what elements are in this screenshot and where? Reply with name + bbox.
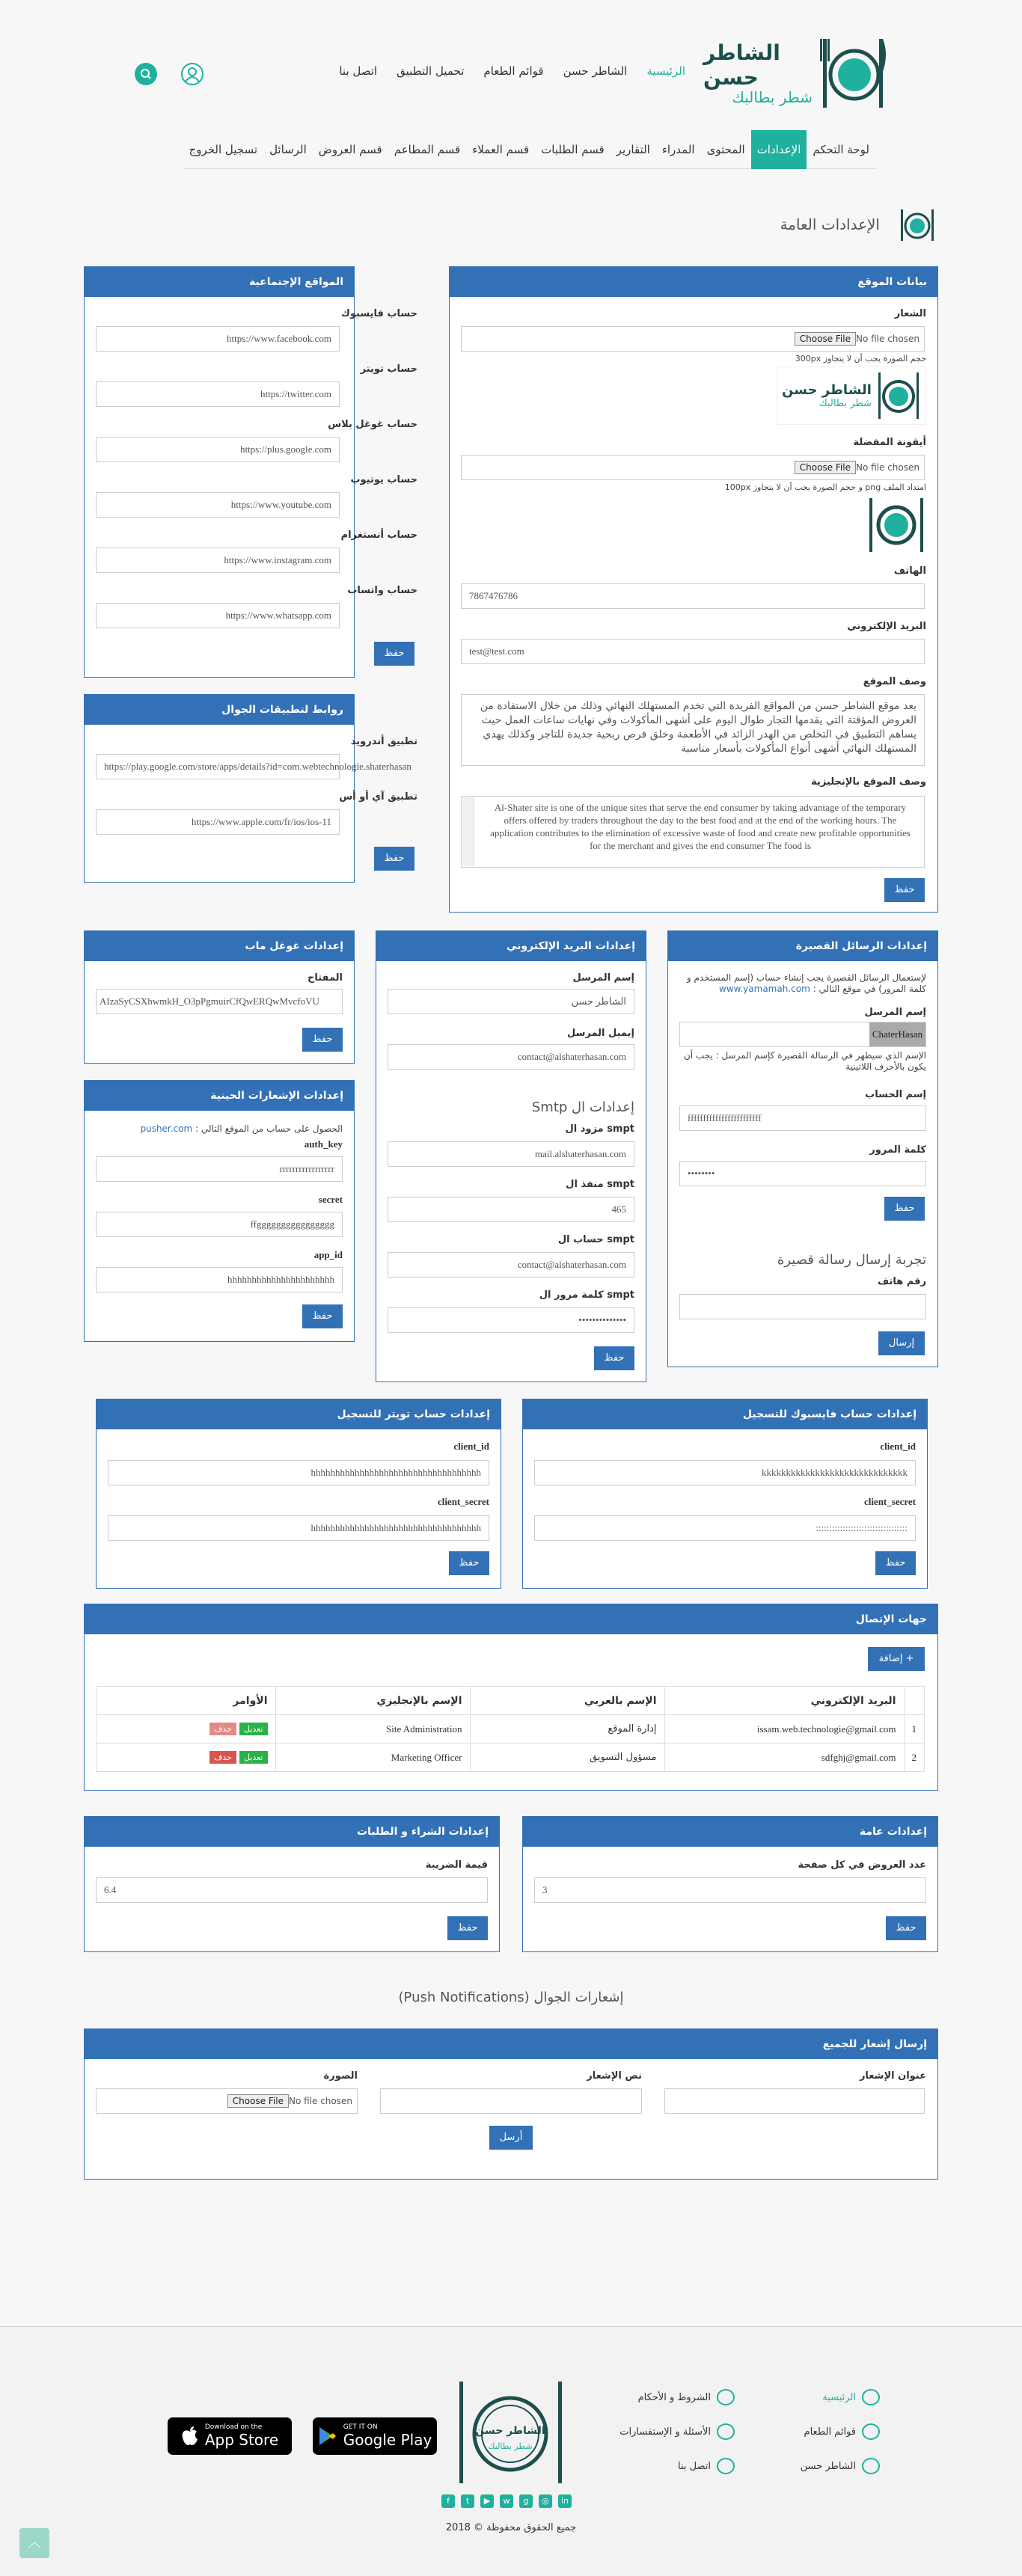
nav-menus[interactable]: قوائم الطعام	[483, 64, 544, 78]
panel-title: إعدادات البريد الإلكتروني	[376, 931, 646, 961]
plate-logo-icon	[818, 36, 890, 111]
description-en-textarea[interactable]: Al-Shater site is one of the unique sites that serve the end consumer by taking advantage of the temporary offers offered by traders throughout the day to the best food and at the end of the working hours. The application contributes to the elimination of excessive waste of food and create new profitable opportunities for the merchant and gives the end consumer The food is	[461, 796, 925, 868]
pusher-secret-input[interactable]: ffgggggggggggggggg	[96, 1212, 343, 1237]
textarea-scrollbar[interactable]	[462, 797, 474, 866]
youtube-label: حساب يوتيوب	[350, 474, 417, 485]
save-apps-button[interactable]: حفظ	[374, 847, 414, 871]
facebook-input[interactable]: https://www.facebook.com	[96, 326, 340, 352]
instagram-icon[interactable]: ◎	[539, 2494, 552, 2508]
edit-button[interactable]: تعديل	[239, 1723, 268, 1735]
pusher-appid-label: app_id	[313, 1249, 343, 1260]
fb-client-id-input[interactable]: kkkkkkkkkkkkkkkkkkkkkkkkkkkkkk	[534, 1460, 916, 1485]
sms-test-phone-label: رقم هاتف	[878, 1276, 926, 1287]
push-title-input[interactable]	[664, 2088, 925, 2114]
plate-icon	[862, 2389, 880, 2405]
ios-label: تطبيق آي أو أس	[339, 791, 417, 803]
footer-link-label: الأسئلة و الإستفسارات	[619, 2426, 711, 2438]
row-index: 2	[904, 1744, 925, 1772]
push-body-input[interactable]	[380, 2088, 642, 2114]
row-name-en: Marketing Officer	[275, 1744, 470, 1772]
nav-home[interactable]: الرئيسية	[646, 64, 685, 78]
fb-client-id-label: client_id	[880, 1441, 916, 1452]
logo-title: الشاطر حسن	[703, 40, 780, 90]
smtp-password-label: smpt كلمة مرور ال	[539, 1289, 634, 1301]
menu-logout[interactable]: تسجيل الخروج	[189, 142, 258, 156]
description-label: وصف الموقع	[863, 676, 926, 687]
phone-input[interactable]: 7867476786	[461, 583, 925, 609]
googleplus-icon[interactable]: g	[519, 2494, 533, 2508]
footer-link-label: الرئيسية	[822, 2391, 856, 2403]
menu-customers[interactable]: قسم العملاء	[472, 142, 530, 156]
sms-sender-value: ChaterHasan	[869, 1022, 925, 1046]
save-purchase-button[interactable]: حفظ	[447, 1916, 488, 1940]
apple-icon	[181, 2426, 199, 2447]
send-push-button[interactable]: أرسل	[489, 2126, 533, 2150]
favicon-file-input[interactable]	[461, 455, 925, 480]
smtp-host-label: smpt مزود ال	[565, 1123, 634, 1135]
sms-sender-input[interactable]	[679, 1022, 926, 1047]
sms-account-input[interactable]: ffffffffffffffffffffffff	[679, 1105, 926, 1131]
pusher-key-label: auth_key	[304, 1138, 343, 1150]
top-navigation	[339, 64, 685, 78]
google-play-icon	[318, 2426, 337, 2447]
panel-title: بيانات الموقع	[450, 267, 937, 297]
smtp-user-label: smpt حساب ال	[557, 1234, 634, 1245]
sms-provider-link[interactable]: www.yamamah.com	[719, 984, 810, 994]
tw-client-secret-label: client_secret	[437, 1496, 489, 1507]
logo-note: حجم الصورة يجب أن لا يتجاوز 300px	[795, 354, 926, 364]
menu-restaurants[interactable]: قسم المطاعم	[394, 142, 461, 156]
panel-title: إعدادات الرسائل القصيرة	[668, 931, 937, 961]
favicon-label: أيقونة المفضلة	[853, 437, 926, 448]
fb-client-secret-label: client_secret	[863, 1496, 916, 1507]
linkedin-icon[interactable]: in	[558, 2494, 572, 2508]
file-status: No file chosen	[855, 334, 920, 344]
sms-note	[679, 972, 926, 995]
smtp-title: إعدادات ال Smtp	[531, 1100, 634, 1115]
tax-input[interactable]: 6.4	[96, 1877, 488, 1903]
footer-link-label: الشروط و الأحكام	[637, 2391, 711, 2403]
logo-slogan: شطر بطالبك	[732, 88, 813, 106]
google-play-small: GET IT ON	[343, 2423, 378, 2431]
googleplus-input[interactable]: https://plus.google.com	[96, 437, 340, 462]
footer-link-home[interactable]	[822, 2389, 880, 2405]
plate-icon	[717, 2389, 735, 2405]
footer-link-terms[interactable]	[638, 2389, 735, 2405]
save-fb-login-button[interactable]: حفظ	[875, 1551, 916, 1575]
contacts-table	[96, 1686, 925, 1772]
email-input[interactable]: test@test.com	[461, 639, 925, 664]
nav-contact[interactable]: اتصل بنا	[339, 64, 378, 78]
save-email-button[interactable]: حفظ	[594, 1346, 634, 1370]
instagram-label: حساب أنستغرام	[340, 530, 417, 541]
youtube-icon[interactable]: ▶	[480, 2494, 494, 2508]
tw-client-id-label: client_id	[453, 1441, 489, 1452]
whatsapp-label: حساب واتساب	[347, 585, 417, 596]
menu-dashboard[interactable]: لوحة التحكم	[813, 142, 869, 156]
save-pusher-button[interactable]: حفظ	[302, 1304, 343, 1328]
twitter-login-panel	[96, 1399, 501, 1589]
chevron-up-icon: ︿	[28, 2535, 41, 2551]
footer-link-label: الشاطر حسن	[800, 2460, 856, 2472]
twitter-input[interactable]: https://twitter.com	[96, 381, 340, 407]
delete-button[interactable]: حذف	[209, 1751, 236, 1764]
pusher-panel	[84, 1080, 355, 1342]
sms-password-label: كلمة المرور	[869, 1144, 926, 1156]
preview-title: الشاطر حسن	[782, 382, 872, 398]
pusher-secret-label: secret	[318, 1194, 343, 1205]
scroll-top-button[interactable]	[19, 2528, 49, 2558]
google-play-badge[interactable]	[313, 2417, 437, 2455]
menu-orders[interactable]: قسم الطلبات	[541, 142, 605, 156]
col-email: البريد الإلكتروني	[664, 1687, 904, 1715]
panel-title: إعدادات عامة	[523, 1817, 937, 1847]
user-icon[interactable]	[181, 63, 204, 85]
plate-icon	[862, 2423, 880, 2440]
add-contact-button[interactable]: + إضافة	[868, 1647, 925, 1671]
panel-title: روابط لتطبيقات الجوال	[85, 695, 354, 725]
description-textarea[interactable]: يعد موقع الشاطر حسن من المواقع الفريدة التي تخدم المستهلك النهائي وذلك من خلال الاستفادة من العروض المؤقتة التي يقدمها التجار طوال اليوم على أشهى المأكولات وفي نهايات ساعات العمل حيث يساهم التطبيق في التخلص من الهدر الزائد في الأطعمة وخلق فرص ربحية جديدة للتاجر وكذلك يهدي المستهلك النهائي أشهى أنواع المأكولات بأسعار مناسبة	[461, 694, 925, 766]
youtube-input[interactable]: https://www.youtube.com	[96, 492, 340, 518]
admin-menu	[183, 130, 875, 169]
sender-name-input[interactable]: الشاطر حسن	[388, 989, 634, 1014]
offers-per-page-label: عدد العروض في كل صفحة	[798, 1859, 926, 1871]
favicon-note: امتداد الملف png و حجم الصورة يجب أن لا يتجاوز 100px	[724, 482, 926, 492]
menu-messages[interactable]: الرسائل	[269, 142, 307, 156]
facebook-login-panel	[522, 1399, 928, 1589]
whatsapp-input[interactable]: https://www.whatsapp.com	[96, 603, 340, 628]
sms-password-input[interactable]: ••••••••	[679, 1161, 926, 1186]
phone-label: الهاتف	[893, 565, 926, 577]
sms-note-text: لإستعمال الرسائل القصيرة يجب إنشاء حساب (إسم المستخدم و كلمة المرور) في موقع التالي :	[686, 972, 926, 994]
ios-input[interactable]: https://www.apple.com/fr/ios/ios-11	[96, 809, 340, 835]
sms-account-label: إسم الحساب	[865, 1089, 926, 1100]
pusher-link[interactable]: pusher.com	[140, 1123, 193, 1134]
table-row	[97, 1744, 925, 1772]
footer-link-label: اتصل بنا	[678, 2460, 711, 2472]
plate-icon	[717, 2423, 735, 2440]
twitter-label: حساب تويتر	[360, 364, 417, 375]
footer-link-faq[interactable]	[619, 2423, 735, 2440]
description-en-label: وصف الموقع بالإنجليزية	[811, 776, 926, 788]
sms-sender-label: إسم المرسل	[864, 1007, 926, 1018]
panel-title: إعدادات حساب فايسبوك للتسجيل	[523, 1399, 927, 1429]
footer-link-contact[interactable]	[678, 2458, 735, 2474]
search-icon[interactable]	[135, 63, 157, 85]
logo-file-input[interactable]	[461, 326, 925, 352]
nav-download[interactable]: تحميل التطبيق	[397, 64, 465, 78]
logo-preview	[777, 367, 926, 425]
add-contact-label: إضافة	[878, 1653, 903, 1664]
sms-test-title: تجربة إرسال رسالة قصيرة	[777, 1252, 926, 1268]
smtp-user-input[interactable]: contact@alshaterhasan.com	[388, 1252, 634, 1278]
offers-per-page-input[interactable]: 3	[534, 1877, 926, 1903]
app-store-label: App Store	[204, 2431, 279, 2449]
android-label: تطبيق أندرويد	[350, 736, 417, 747]
edit-button[interactable]: تعديل	[239, 1751, 268, 1764]
col-name-ar: الإسم بالعربي	[470, 1687, 664, 1715]
choose-file-button[interactable]: Choose File	[795, 461, 856, 474]
gmap-key-input[interactable]: AIzaSyCSXhwmkH_O3pPgmuirCfQwERQwMvcfoVU	[96, 989, 343, 1014]
smtp-password-input[interactable]: ••••••••••••••	[388, 1307, 634, 1333]
site-logo[interactable]	[703, 36, 890, 111]
email-label: البريد الإلكتروني	[847, 621, 926, 632]
copyright: جميع الحقوق محفوظة © 2018	[445, 2522, 577, 2533]
social-links	[441, 2494, 572, 2508]
facebook-label: حساب فايسبوك	[341, 308, 417, 319]
delete-button[interactable]: حذف	[209, 1723, 236, 1735]
tax-label: قيمة الضريبة	[425, 1859, 488, 1871]
smtp-port-input[interactable]: 465	[388, 1197, 634, 1222]
pusher-appid-input[interactable]: hhhhhhhhhhhhhhhhhhhhhh	[96, 1267, 343, 1292]
tw-client-id-input[interactable]: hhhhhhhhhhhhhhhhhhhhhhhhhhhhhhhhhhh	[108, 1460, 489, 1485]
footer-logo	[456, 2379, 564, 2486]
settings-page-icon	[898, 206, 937, 247]
menu-reports[interactable]: التقارير	[616, 142, 650, 156]
footer-logo-slogan: شطر بطالبك	[488, 2441, 533, 2451]
row-index: 1	[904, 1715, 925, 1744]
save-social-button[interactable]: حفظ	[374, 642, 414, 666]
choose-file-button[interactable]: Choose File	[795, 332, 856, 346]
app-store-badge[interactable]	[168, 2417, 292, 2455]
smtp-host-input[interactable]: mail.alshaterhasan.com	[388, 1141, 634, 1167]
footer-link-label: قوائم الطعام	[804, 2426, 856, 2438]
app-store-small: Download on the	[204, 2423, 263, 2431]
save-gmap-button[interactable]: حفظ	[302, 1028, 343, 1052]
file-status: No file chosen	[855, 462, 920, 473]
instagram-input[interactable]: https://www.instagram.com	[96, 548, 340, 573]
col-actions: الأوامر	[97, 1687, 276, 1715]
row-actions	[97, 1715, 276, 1744]
sms-sender-note: الإسم الذي سيظهر في الرسالة القصيرة كإسم المرسل : يجب أن يكون بالأحرف اللاتينية	[683, 1050, 926, 1072]
pusher-note-text: الحصول على حساب من الموقع التالي :	[195, 1123, 343, 1134]
menu-offers[interactable]: قسم العروض	[318, 142, 382, 156]
sms-test-phone-input[interactable]	[679, 1294, 926, 1319]
menu-content[interactable]: المحتوى	[706, 142, 745, 156]
send-sms-button[interactable]: إرسال	[878, 1331, 925, 1355]
save-tw-login-button[interactable]: حفظ	[449, 1551, 489, 1575]
logo-label: الشعار	[894, 308, 926, 319]
save-sms-button[interactable]: حفظ	[884, 1197, 925, 1221]
menu-settings[interactable]: الإعدادات	[751, 130, 807, 169]
facebook-icon[interactable]: f	[441, 2494, 455, 2508]
favicon-preview-icon	[866, 495, 926, 558]
android-input[interactable]: https://play.google.com/store/apps/details?id=com.webtechnologie.shaterhasan	[96, 754, 340, 779]
row-name-ar: مسؤول التسويق	[470, 1744, 664, 1772]
save-site-button[interactable]: حفظ	[884, 878, 925, 902]
page-title: الإعدادات العامة	[780, 215, 880, 233]
preview-slogan: شطر بطالبك	[819, 398, 872, 409]
panel-title: إعدادات الشراء و الطلبات	[85, 1817, 499, 1847]
panel-title: جهات الإتصال	[85, 1604, 937, 1634]
push-title-label: عنوان الإشعار	[859, 2070, 926, 2082]
pusher-note	[140, 1123, 343, 1135]
row-email: sdfghj@gmail.com	[664, 1744, 904, 1772]
push-image-label: الصورة	[323, 2070, 358, 2082]
googleplus-label: حساب غوغل بلاس	[328, 419, 417, 430]
row-email: issam.web.technologie@gmail.com	[664, 1715, 904, 1744]
push-image-file-input[interactable]	[96, 2088, 358, 2114]
plate-icon	[717, 2458, 735, 2474]
panel-title: إعدادات حساب تويتر للتسجيل	[97, 1399, 501, 1429]
save-general-button[interactable]: حفظ	[886, 1916, 926, 1940]
twitter-icon[interactable]: t	[461, 2494, 474, 2508]
fb-client-secret-input[interactable]: ::::::::::::::::::::::::::::::::::	[534, 1515, 916, 1541]
panel-title: إرسال إشعار للجميع	[85, 2029, 937, 2059]
sender-email-input[interactable]: contact@alshaterhasan.com	[388, 1044, 634, 1070]
row-name-en: Site Administration	[275, 1715, 470, 1744]
push-body-label: نص الإشعار	[587, 2070, 642, 2082]
footer-link-about[interactable]	[801, 2458, 880, 2474]
nav-about[interactable]: الشاطر حسن	[563, 64, 628, 78]
panel-title: المواقع الإجتماعية	[85, 267, 354, 297]
sender-email-label: إيميل المرسل	[566, 1028, 634, 1039]
panel-title: إعدادات الإشعارات الحينية	[85, 1081, 354, 1111]
whatsapp-icon[interactable]: w	[500, 2494, 513, 2508]
logo-preview-icon	[876, 371, 921, 420]
apps-panel	[84, 694, 355, 883]
panel-title: إعدادات غوغل ماب	[85, 931, 354, 961]
table-row	[97, 1715, 925, 1744]
sender-name-label: إسم المرسل	[572, 972, 634, 984]
pusher-key-input[interactable]: rrrrrrrrrrrrrrrrr	[96, 1156, 343, 1182]
file-status: No file chosen	[288, 2096, 352, 2106]
tw-client-secret-input[interactable]: hhhhhhhhhhhhhhhhhhhhhhhhhhhhhhhhhhh	[108, 1515, 489, 1541]
smtp-port-label: smpt منفذ ال	[566, 1179, 634, 1190]
footer-logo-title: الشاطر حسن	[475, 2425, 545, 2437]
google-play-label: Google Play	[343, 2431, 432, 2449]
footer-link-menus[interactable]	[804, 2423, 880, 2440]
menu-admins[interactable]: المدراء	[661, 142, 695, 156]
push-heading: إشعارات الجوال (Push Notifications)	[398, 1990, 624, 2005]
row-actions	[97, 1744, 276, 1772]
gmap-key-label: المفتاح	[307, 972, 343, 984]
choose-file-button[interactable]: Choose File	[227, 2094, 289, 2108]
col-name-en: الإسم بالإنجليزي	[275, 1687, 470, 1715]
col-index	[904, 1687, 925, 1715]
plate-icon	[862, 2458, 880, 2474]
row-name-ar: إدارة الموقع	[470, 1715, 664, 1744]
